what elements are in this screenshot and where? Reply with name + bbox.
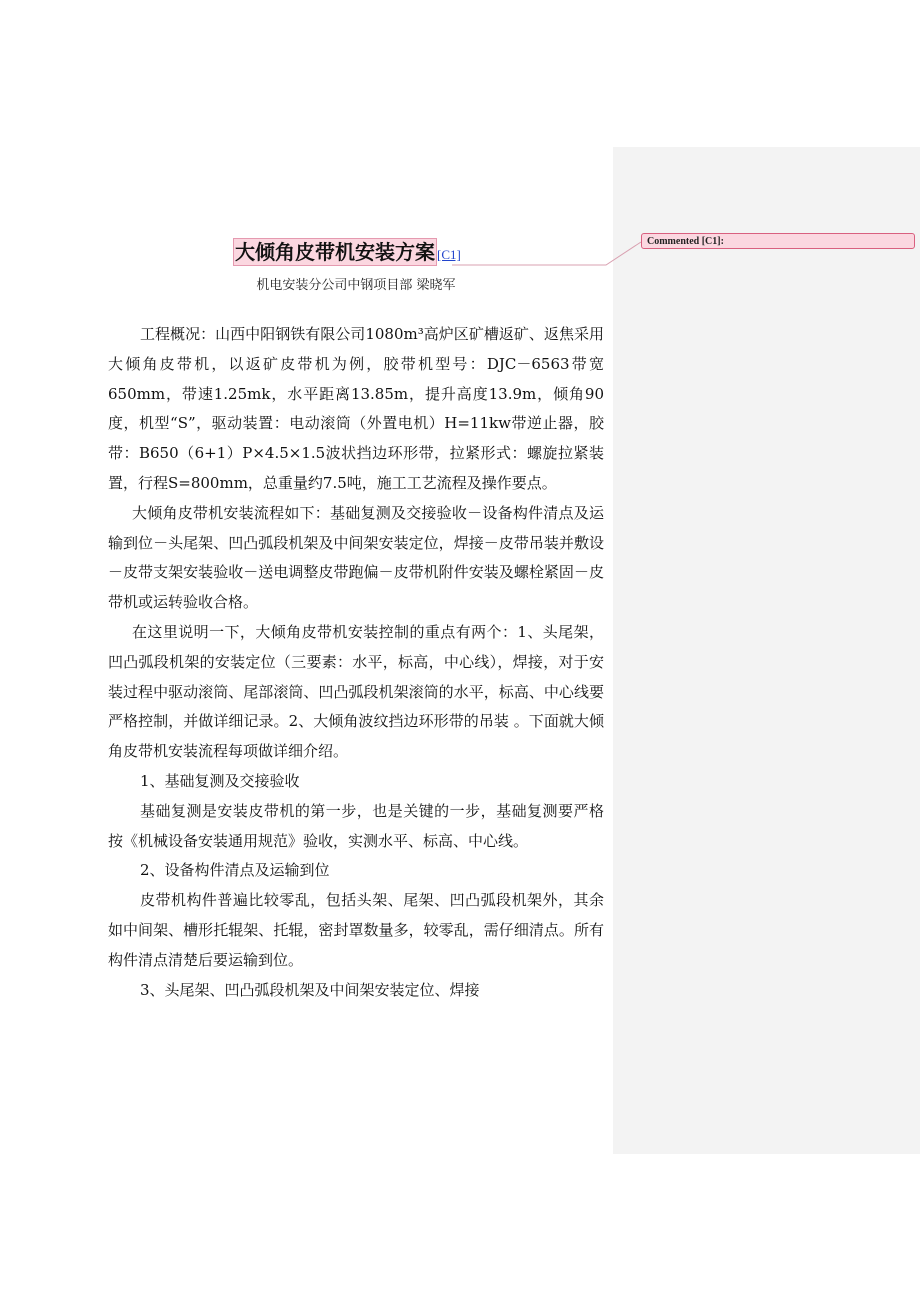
document-body: [108, 320, 604, 1005]
section-heading-2: 2、设备构件清点及运输到位: [140, 861, 330, 880]
section-heading-1: 1、基础复测及交接验收: [140, 771, 300, 790]
section-heading-3: 3、头尾架、凹凸弧段机架及中间架安装定位、焊接: [140, 980, 480, 999]
document-subtitle: 机电安装分公司中钢项目部 梁晓军: [256, 278, 456, 293]
comment-label: Commented [C1]:: [647, 236, 724, 247]
comment-reference-link[interactable]: [C1]: [437, 247, 461, 262]
paragraph-overview: 工程概况：山西中阳钢铁有限公司1080m³高炉区矿槽返矿、返焦采用大倾角皮带机，以返矿皮带机为例，胶带机型号：DJC－6563带宽650mm，带速1.25mk，水平距离13.85m，提升高度13.9m，倾角90度，机型“S”，驱动装置：电动滚筒（外置电机）H=11kw带逆止器，胶带：B650（6+1）P×4.5×1.5波状挡边环形带，拉紧形式：螺旋拉紧装置，行程S=800mm，总重量约7.5吨，施工工艺流程及操作要点。: [108, 325, 604, 492]
paragraph-key-points: 在这里说明一下，大倾角皮带机安装控制的重点有两个：1、头尾架，凹凸弧段机架的安装定位（三要素：水平，标高，中心线），焊接，对于安装过程中驱动滚筒、尾部滚筒、凹凸弧段机架滚筒的水平，标高、中心线要严格控制，并做详细记录。2、大倾角波纹挡边环形带的吊装 。下面就大倾角皮带机安装流程每项做详细介绍。: [108, 622, 604, 761]
paragraph-flow: 大倾角皮带机安装流程如下：基础复测及交接验收－设备构件清点及运输到位－头尾架、凹凸弧段机架及中间架安装定位，焊接－皮带吊装并敷设－皮带支架安装验收－送电调整皮带跑偏－皮带机附件安装及螺栓紧固－皮带机或运转验收合格。: [108, 503, 604, 612]
document-title: 大倾角皮带机安装方案: [235, 240, 435, 264]
comment-balloon-c1[interactable]: [641, 233, 915, 249]
title-line: [233, 238, 461, 266]
paragraph-section-2: 皮带机构件普遍比较零乱，包括头架、尾架、凹凸弧段机架外，其余如中间架、槽形托辊架、托辊，密封罩数量多，较零乱，需仔细清点。所有构件清点清楚后要运输到位。: [108, 891, 604, 969]
paragraph-section-1: 基础复测是安装皮带机的第一步，也是关键的一步，基础复测要严格按《机械设备安装通用规范》验收，实测水平、标高、中心线。: [108, 801, 604, 850]
